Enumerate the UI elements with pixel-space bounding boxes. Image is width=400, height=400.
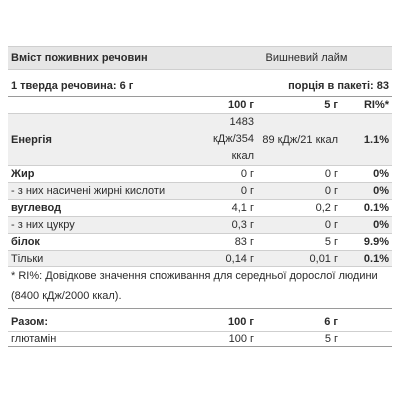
solid-serving-label: 1 тверда речовина: 6 г <box>11 80 134 92</box>
nutrition-title: Вміст поживних речовин <box>11 52 148 64</box>
nutrient-value-serving: 0 г <box>324 168 338 180</box>
totals-label: Разом: <box>11 316 49 328</box>
table-row-sugars <box>8 216 392 233</box>
nutrient-name: Енергія <box>11 133 52 146</box>
ingredient-row <box>8 331 392 347</box>
nutrient-name: - з них насичені жирні кислоти <box>11 185 166 197</box>
nutrient-value-100g: 4,1 г <box>231 202 254 214</box>
column-header-100g: 100 г <box>228 98 254 111</box>
nutrient-value-100g: 0,3 г <box>231 219 254 231</box>
table-row-energy <box>8 113 392 165</box>
nutrient-value-100g: 0 г <box>240 185 254 197</box>
ingredient-name: глютамін <box>11 333 57 345</box>
nutrient-ri: 0.1% <box>363 252 389 265</box>
table-row-protein <box>8 233 392 250</box>
nutrient-ri: 9.9% <box>363 236 389 248</box>
ingredient-value-100g: 100 г <box>228 333 254 345</box>
totals-value-serving: 6 г <box>324 316 338 328</box>
nutrient-value-serving: 0 г <box>324 185 338 197</box>
nutrient-value-100g <box>178 114 254 165</box>
totals-value-100g: 100 г <box>228 316 254 328</box>
column-header-serving: 5 г <box>324 98 338 111</box>
nutrient-value-100g: 83 г <box>234 236 254 248</box>
nutrition-header <box>8 46 392 70</box>
nutrient-ri: 0% <box>373 219 389 231</box>
nutrient-value-serving: 5 г <box>324 236 338 248</box>
energy-kj-unit: кДж/354 <box>212 133 254 145</box>
serving-info-row <box>8 78 392 94</box>
ri-footnote: * RI%: Довідкове значення споживання для середньої дорослої людини (8400 кДж/2000 ккал). <box>11 270 378 302</box>
nutrient-ri: 1.1% <box>363 133 389 146</box>
table-row-fat <box>8 165 392 182</box>
nutrient-value-serving: 0 г <box>324 219 338 231</box>
nutrient-value-serving: 0,2 г <box>315 202 338 214</box>
table-row-carbohydrate <box>8 199 392 216</box>
section-divider <box>8 308 392 309</box>
ingredient-value-serving: 5 г <box>324 333 338 345</box>
nutrient-value-100g: 0,14 г <box>225 252 254 265</box>
nutrient-name: білок <box>11 236 40 248</box>
table-row-salt <box>8 250 392 267</box>
column-header-row <box>8 96 392 112</box>
nutrient-ri: 0% <box>373 185 389 197</box>
nutrient-name: - з них цукру <box>11 219 75 231</box>
energy-kj-value: 1483 <box>229 116 254 128</box>
nutrient-name: Тільки <box>11 252 44 265</box>
nutrient-name: вуглевод <box>11 202 62 214</box>
totals-row <box>8 314 392 330</box>
table-row-saturated-fat <box>8 182 392 199</box>
servings-per-pack: порція в пакеті: 83 <box>288 80 389 92</box>
flavor-name: Вишневий лайм <box>265 52 348 64</box>
column-header-ri: RI%* <box>363 98 389 111</box>
nutrient-name: Жир <box>11 168 35 180</box>
nutrient-ri: 0% <box>373 168 389 180</box>
energy-kcal-unit: ккал <box>231 150 254 162</box>
nutrient-ri: 0.1% <box>363 202 389 214</box>
nutrient-value-100g: 0 г <box>240 168 254 180</box>
nutrient-value-serving: 0,01 г <box>309 252 338 265</box>
nutrient-value-serving: 89 кДж/21 ккал <box>262 133 338 146</box>
